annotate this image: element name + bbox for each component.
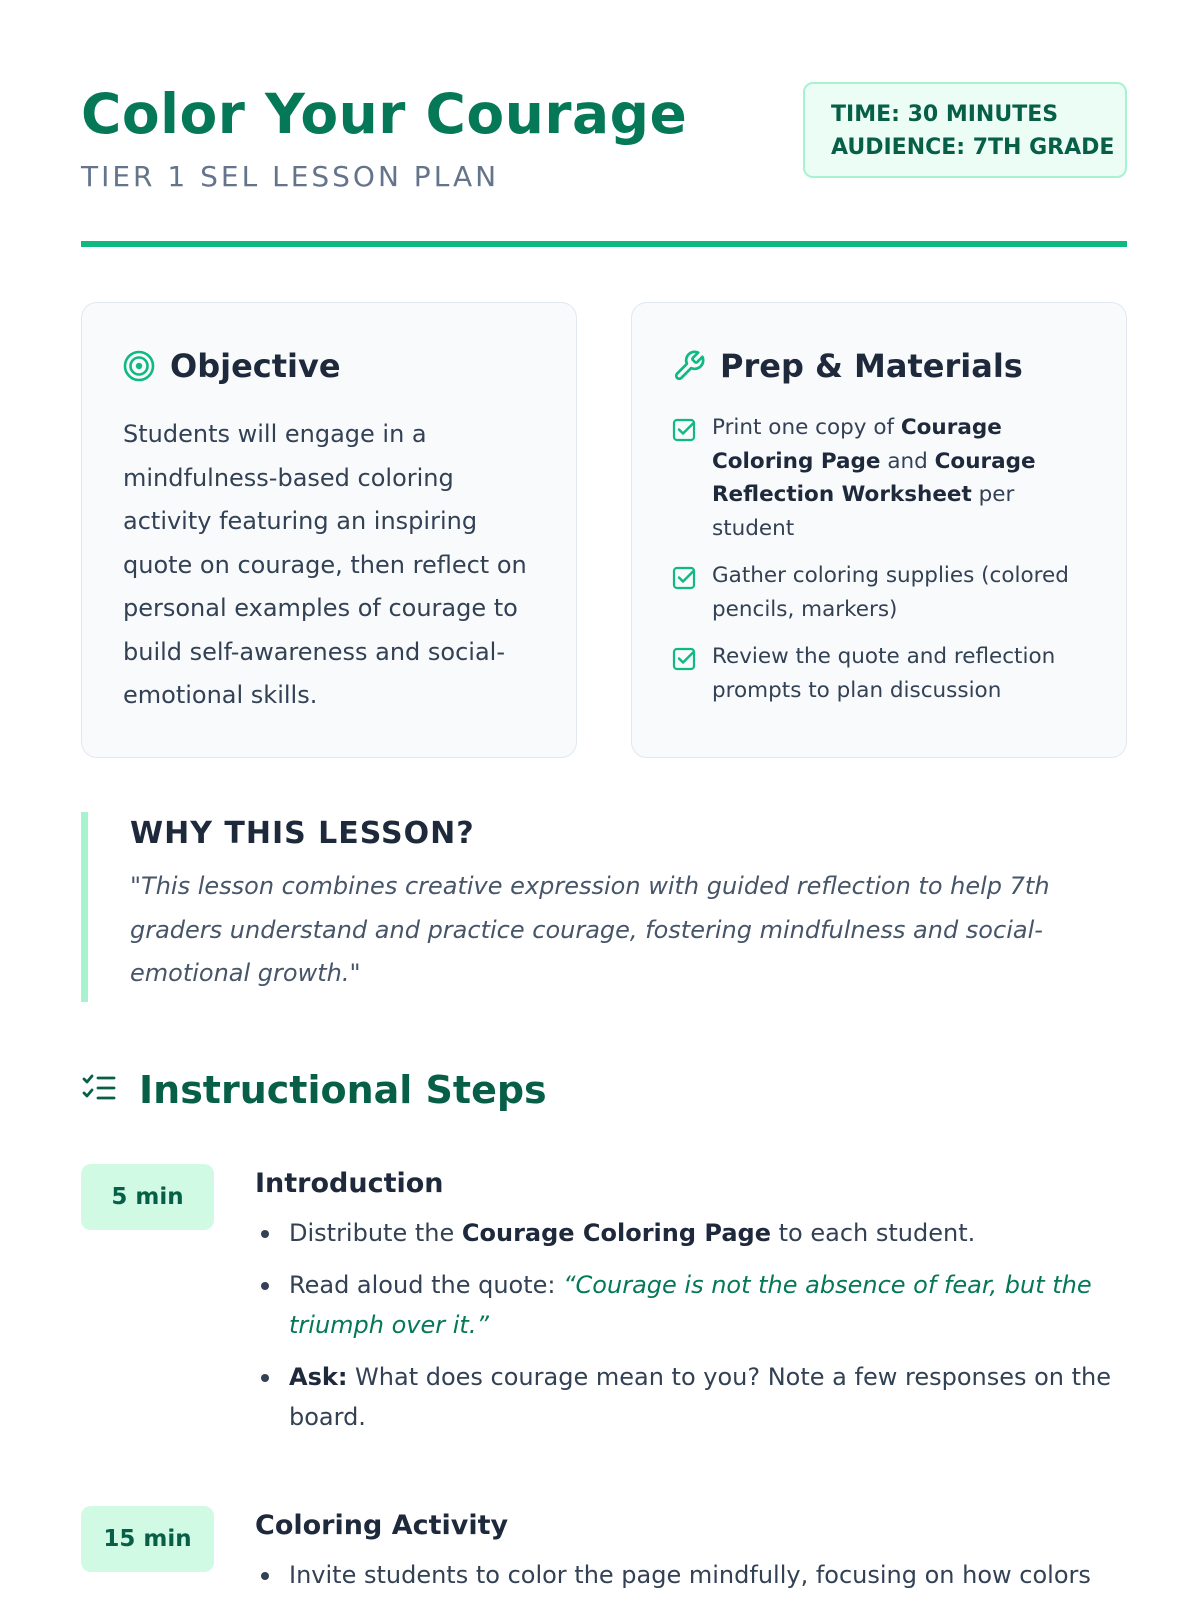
material-bold-part: Courage Reflection Worksheet bbox=[712, 448, 1036, 507]
objective-heading bbox=[122, 347, 341, 385]
materials-title: Prep & Materials bbox=[720, 347, 1023, 385]
header bbox=[81, 82, 1127, 202]
step-bold-part: Courage Coloring Page bbox=[461, 1219, 772, 1247]
list-item bbox=[672, 640, 1092, 707]
why-quote: "This lesson combines creative expression with guided reflection to help 7th graders understand and practice courage, fostering mindfulness and social-emotional growth." bbox=[130, 872, 1050, 987]
material-text bbox=[712, 411, 1092, 545]
page-subtitle: TIER 1 SEL LESSON PLAN bbox=[81, 160, 500, 193]
steps-title: Instructional Steps bbox=[139, 1068, 547, 1112]
wrench-icon bbox=[672, 349, 706, 383]
list-item bbox=[672, 411, 1092, 545]
step-list bbox=[255, 1213, 1115, 1437]
step-text-part: Read aloud the quote: bbox=[289, 1271, 564, 1299]
why-title: WHY THIS LESSON? bbox=[130, 816, 475, 851]
material-bold-part: Courage Coloring Page bbox=[712, 415, 1002, 474]
materials-card bbox=[631, 302, 1127, 758]
target-icon bbox=[122, 349, 156, 383]
material-text: Review the quote and reflection prompts to plan discussion bbox=[712, 644, 1056, 703]
duration-badge: 5 min bbox=[81, 1164, 214, 1230]
header-divider bbox=[81, 241, 1127, 247]
step-title: Introduction bbox=[255, 1168, 444, 1199]
objective-card bbox=[81, 302, 577, 758]
list-item bbox=[255, 1357, 1115, 1437]
step-text-part: Distribute the bbox=[289, 1219, 462, 1247]
steps-heading bbox=[81, 1068, 547, 1112]
list-item bbox=[255, 1213, 1115, 1253]
time-label: TIME: 30 MINUTES bbox=[831, 102, 1059, 127]
list-item: Invite students to color the page mindfully, focusing on how colors bbox=[255, 1555, 1115, 1595]
list-item bbox=[255, 1265, 1115, 1345]
audience-label: AUDIENCE: 7TH GRADE bbox=[831, 135, 1115, 160]
step-text-part: What does courage mean to you? Note a few responses on the board. bbox=[289, 1363, 1112, 1431]
step-text-part: to each student. bbox=[771, 1219, 976, 1247]
checkbox-icon bbox=[672, 417, 698, 443]
page-title: Color Your Courage bbox=[81, 82, 688, 146]
step-body bbox=[255, 1506, 1115, 1600]
materials-list bbox=[672, 411, 1092, 721]
list-item bbox=[672, 559, 1092, 626]
step-body bbox=[255, 1164, 1115, 1449]
materials-heading bbox=[672, 347, 1023, 385]
step-list bbox=[255, 1555, 1115, 1595]
material-text-part: Print one copy of bbox=[712, 415, 901, 440]
courage-quote: “Courage is not the absence of fear, but the triumph over it.” bbox=[289, 1271, 1092, 1339]
step-bold-part: Ask: bbox=[289, 1363, 348, 1391]
step-title: Coloring Activity bbox=[255, 1510, 509, 1541]
objective-text: Students will engage in a mindfulness-based coloring activity featuring an inspiring quote on courage, then reflect on personal examples of courage to build self-awareness and social-emotional skills. bbox=[123, 420, 527, 709]
why-section bbox=[81, 812, 1127, 1002]
material-text-part: per student bbox=[712, 482, 1015, 541]
lesson-meta-box bbox=[803, 82, 1127, 178]
checkbox-icon bbox=[672, 565, 698, 591]
checkbox-icon bbox=[672, 646, 698, 672]
material-text: Gather coloring supplies (colored pencils, markers) bbox=[712, 563, 1069, 622]
objective-title: Objective bbox=[170, 347, 341, 385]
material-text-part: and bbox=[880, 448, 935, 474]
duration-badge: 15 min bbox=[81, 1506, 214, 1572]
checklist-icon bbox=[81, 1070, 117, 1110]
